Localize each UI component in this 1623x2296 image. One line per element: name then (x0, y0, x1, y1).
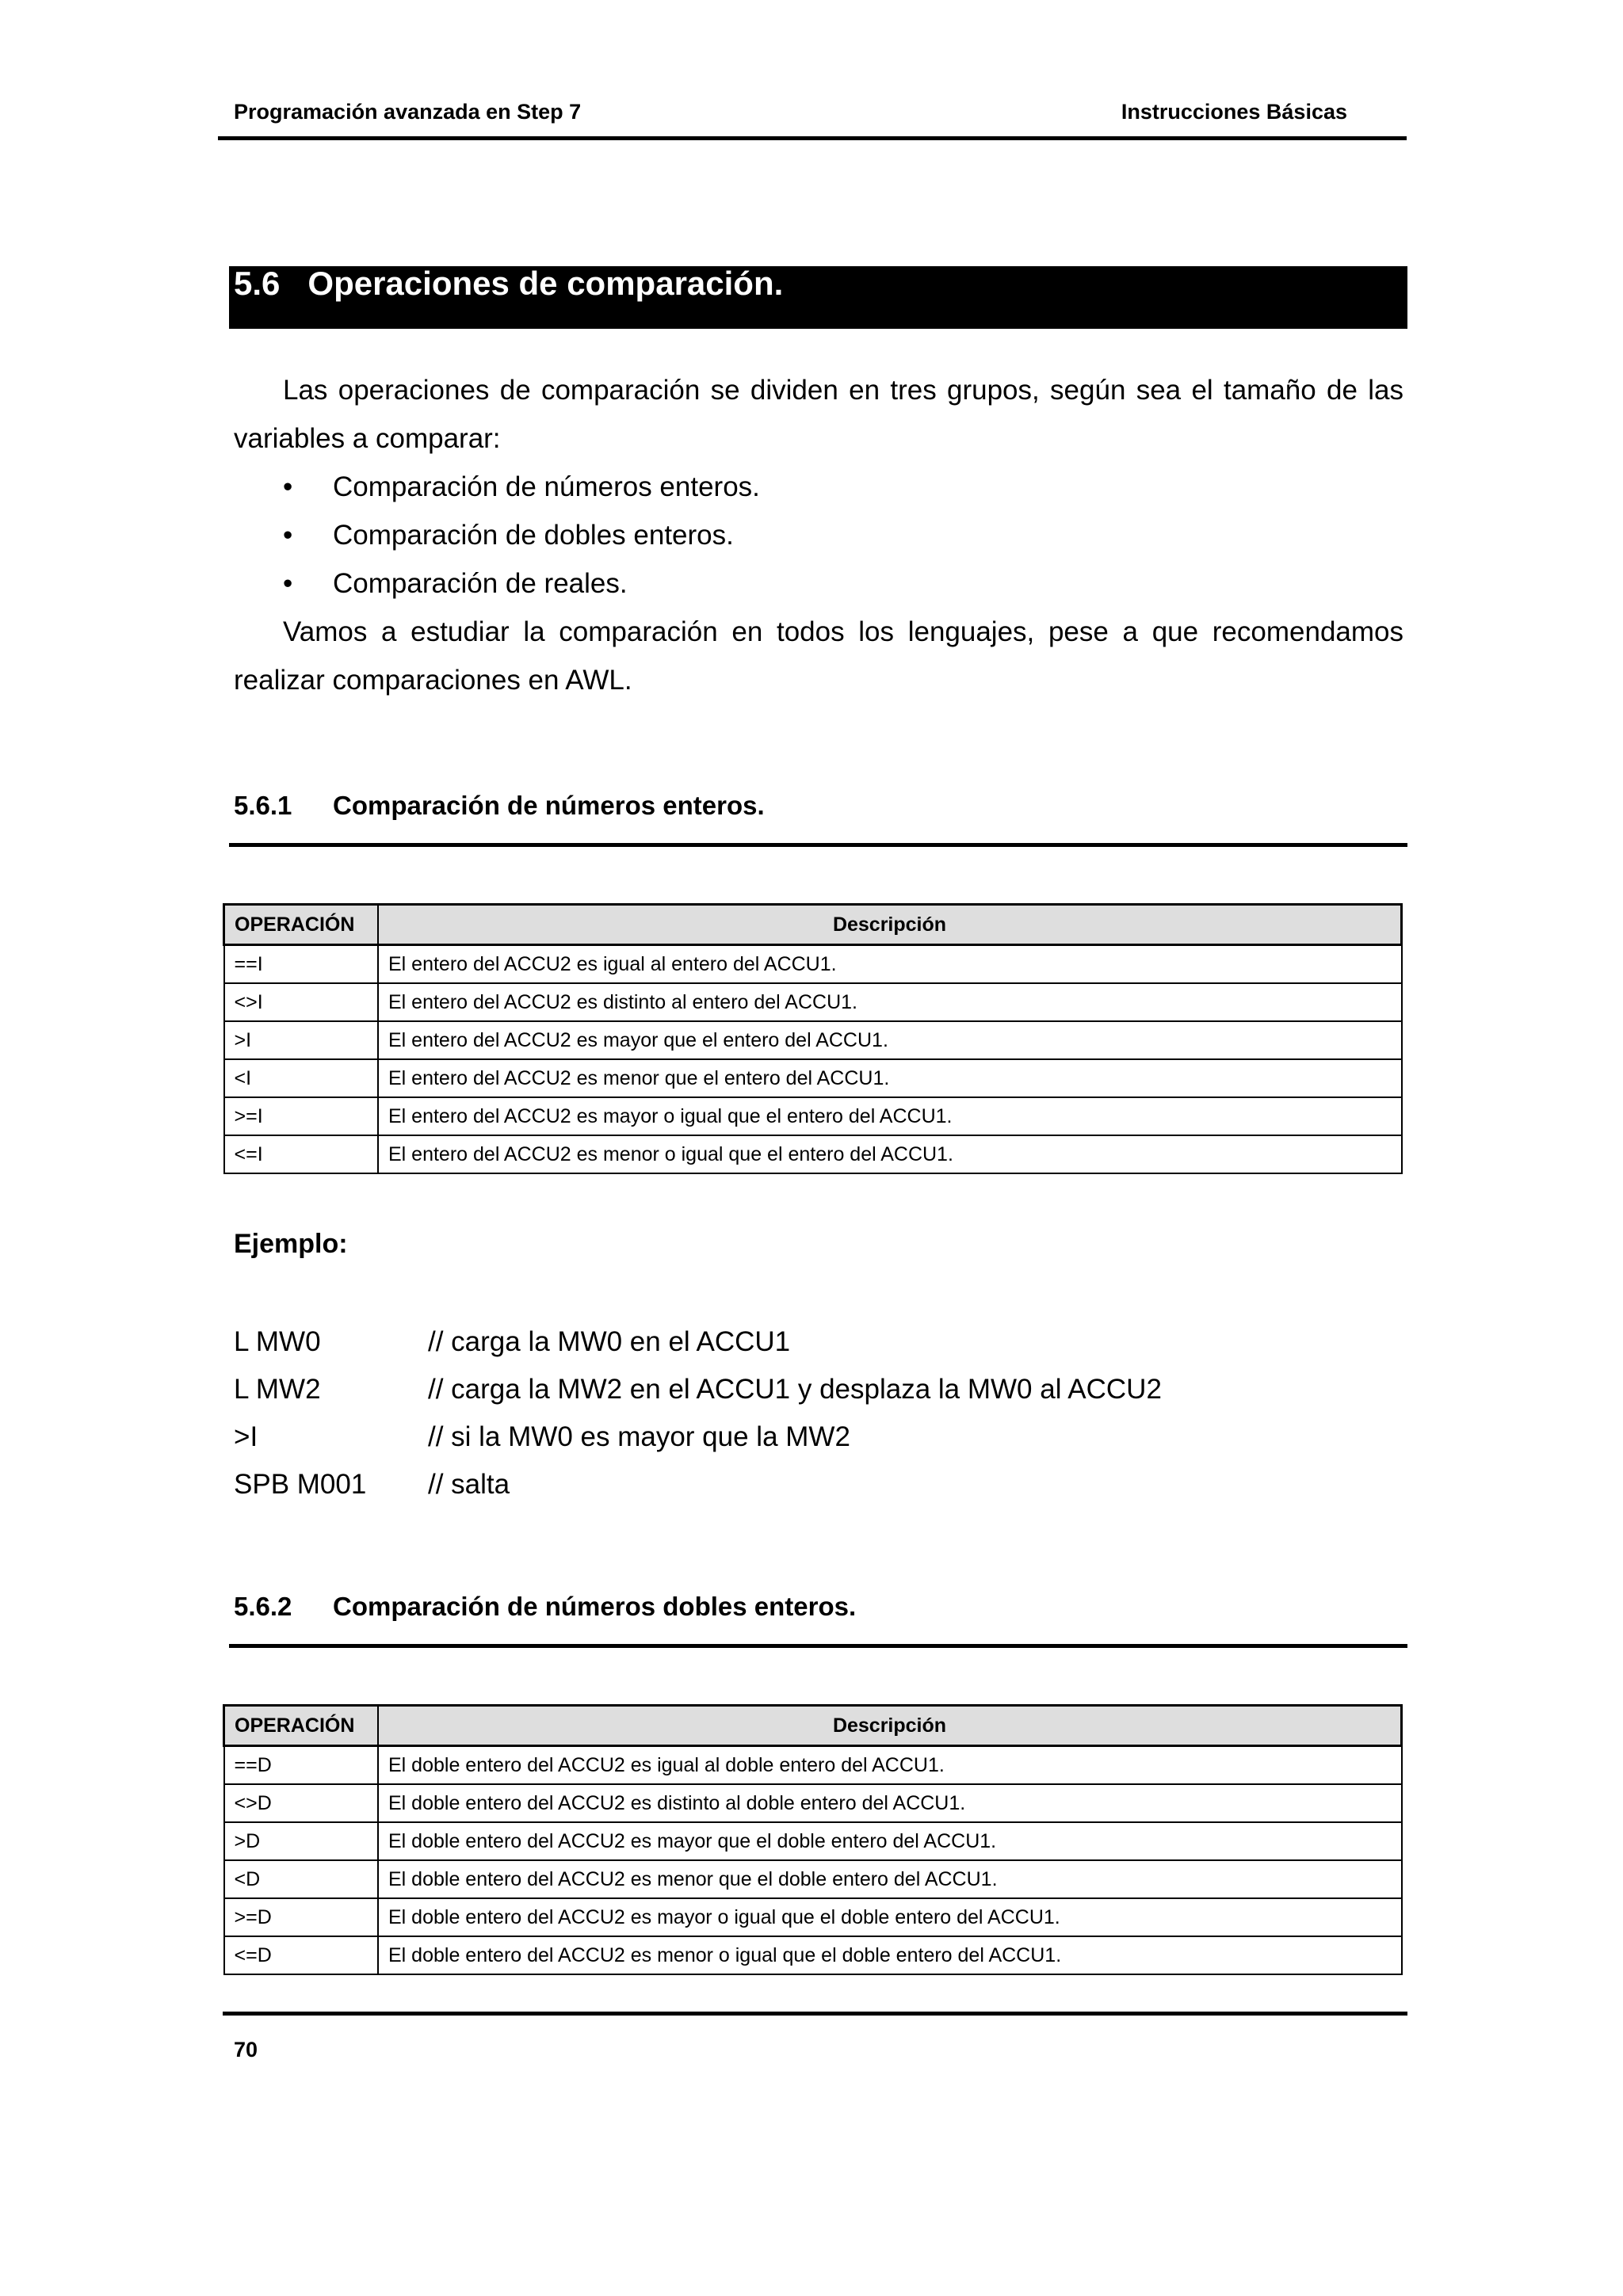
table-row (224, 1097, 1402, 1135)
example-code-block (234, 1318, 1162, 1508)
description-cell: El entero del ACCU2 es mayor o igual que el entero del ACCU1. (378, 1097, 1402, 1135)
table-row (224, 1021, 1402, 1059)
code-instruction: >I (234, 1421, 258, 1452)
column-header-description: Descripción (378, 905, 1402, 945)
operation-cell: <>I (224, 983, 379, 1021)
section-number: 5.6 (234, 265, 281, 302)
description-cell: El doble entero del ACCU2 es mayor que el doble entero del ACCU1. (378, 1822, 1402, 1860)
footer-divider (223, 2012, 1407, 2016)
table-row (224, 1059, 1402, 1097)
code-instruction: L MW0 (234, 1326, 321, 1357)
operation-cell: <=I (224, 1135, 379, 1173)
code-comment: // carga la MW0 en el ACCU1 (428, 1326, 791, 1357)
list-item: • Comparación de dobles enteros. (234, 511, 760, 559)
description-cell: El doble entero del ACCU2 es igual al doble entero del ACCU1. (378, 1746, 1402, 1785)
bullet-icon: • (283, 568, 293, 599)
subsection-heading-double-integers: 5.6.2 Comparación de números dobles enteros. (234, 1592, 857, 1621)
column-header-operation: OPERACIÓN (224, 905, 379, 945)
subsection-heading-integers: 5.6.1 Comparación de números enteros. (234, 791, 765, 820)
table-row (224, 1135, 1402, 1173)
operation-cell: >I (224, 1021, 379, 1059)
code-line (234, 1413, 1162, 1461)
code-line (234, 1366, 1162, 1413)
header-document-title: Programación avanzada en Step 7 (234, 100, 582, 124)
description-cell: El doble entero del ACCU2 es menor o igual que el doble entero del ACCU1. (378, 1936, 1402, 1974)
description-cell: El doble entero del ACCU2 es distinto al doble entero del ACCU1. (378, 1784, 1402, 1822)
table-row (224, 1936, 1402, 1974)
column-header-operation: OPERACIÓN (224, 1706, 379, 1746)
intro-paragraph: Las operaciones de comparación se dividen en tres grupos, según sea el tamaño de las variables a comparar: (234, 375, 1403, 454)
integer-comparison-table (223, 903, 1403, 1174)
description-cell: El entero del ACCU2 es distinto al entero del ACCU1. (378, 983, 1402, 1021)
code-instruction: SPB M001 (234, 1469, 367, 1500)
table-row (224, 1784, 1402, 1822)
section-title (234, 265, 783, 303)
table-header-row (224, 905, 1402, 945)
operation-cell: >D (224, 1822, 379, 1860)
header-divider (218, 136, 1407, 140)
subsection-divider (229, 843, 1407, 847)
description-cell: El entero del ACCU2 es menor o igual que el entero del ACCU1. (378, 1135, 1402, 1173)
code-instruction: L MW2 (234, 1374, 321, 1405)
section-title-text: Operaciones de comparación. (307, 265, 784, 302)
double-integer-comparison-table (223, 1704, 1403, 1975)
code-comment: // carga la MW2 en el ACCU1 y desplaza la MW0 al ACCU2 (428, 1374, 1162, 1405)
page-number: 70 (234, 2038, 258, 2061)
code-comment: // si la MW0 es mayor que la MW2 (428, 1421, 850, 1452)
operation-cell: ==D (224, 1746, 379, 1785)
bullet-icon: • (283, 520, 293, 551)
operation-cell: >=D (224, 1898, 379, 1936)
table-row (224, 1746, 1402, 1785)
code-line (234, 1461, 1162, 1508)
intro-paragraph-2: Vamos a estudiar la comparación en todos los lenguajes, pese a que recomendamos realizar comparaciones en AWL. (234, 616, 1403, 696)
table-row (224, 1860, 1402, 1898)
comparison-groups-list (234, 463, 760, 608)
operation-cell: <D (224, 1860, 379, 1898)
example-heading: Ejemplo: (234, 1229, 348, 1259)
list-item: • Comparación de reales. (234, 559, 760, 608)
description-cell: El doble entero del ACCU2 es mayor o igual que el doble entero del ACCU1. (378, 1898, 1402, 1936)
table-row (224, 983, 1402, 1021)
description-cell: El entero del ACCU2 es menor que el entero del ACCU1. (378, 1059, 1402, 1097)
table-row (224, 1822, 1402, 1860)
code-comment: // salta (428, 1469, 510, 1500)
description-cell: El doble entero del ACCU2 es menor que el doble entero del ACCU1. (378, 1860, 1402, 1898)
column-header-description: Descripción (378, 1706, 1402, 1746)
code-line (234, 1318, 1162, 1366)
operation-cell: <I (224, 1059, 379, 1097)
bullet-icon: • (283, 471, 293, 502)
operation-cell: ==I (224, 945, 379, 984)
operation-cell: <=D (224, 1936, 379, 1974)
operation-cell: >=I (224, 1097, 379, 1135)
subsection-divider (229, 1644, 1407, 1648)
description-cell: El entero del ACCU2 es mayor que el entero del ACCU1. (378, 1021, 1402, 1059)
description-cell: El entero del ACCU2 es igual al entero del ACCU1. (378, 945, 1402, 984)
list-item: • Comparación de números enteros. (234, 463, 760, 511)
table-row (224, 945, 1402, 984)
header-chapter-title: Instrucciones Básicas (1121, 100, 1347, 124)
operation-cell: <>D (224, 1784, 379, 1822)
table-row (224, 1898, 1402, 1936)
table-header-row (224, 1706, 1402, 1746)
